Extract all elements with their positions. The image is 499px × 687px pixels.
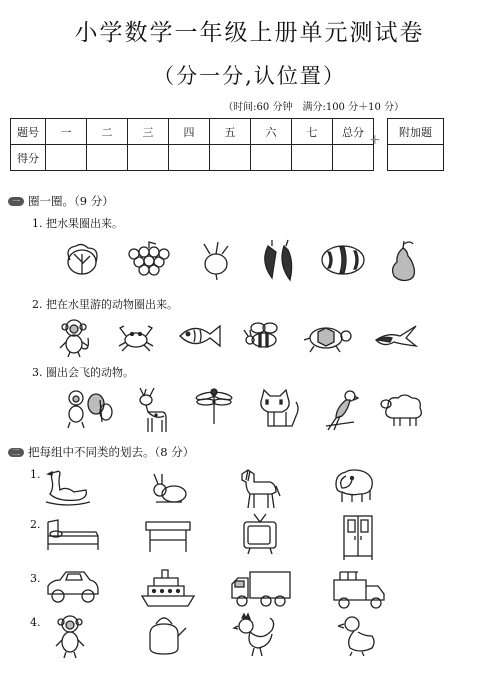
- swan-icon[interactable]: [44, 466, 90, 506]
- truck-icon[interactable]: [230, 570, 292, 608]
- deer-icon[interactable]: [132, 386, 172, 434]
- score-col-6: 六: [251, 119, 292, 145]
- score-cell[interactable]: [46, 145, 87, 171]
- section-title: 把每组中不同类的划去。（8 分）: [28, 445, 195, 459]
- group-3-number: 3.: [30, 572, 41, 585]
- score-table-score-row: [11, 145, 374, 171]
- score-col-7: 七: [292, 119, 333, 145]
- score-cell[interactable]: [251, 145, 292, 171]
- score-col-3: 三: [128, 119, 169, 145]
- score-cell[interactable]: [169, 145, 210, 171]
- peppers-icon[interactable]: [256, 238, 302, 284]
- parrot-icon[interactable]: [324, 388, 362, 432]
- elephant-icon[interactable]: [332, 466, 378, 506]
- score-cell[interactable]: [128, 145, 169, 171]
- fish-icon[interactable]: [176, 318, 224, 354]
- score-col-total: 总分: [333, 119, 374, 145]
- section-1-heading: [8, 193, 114, 209]
- score-col-1: 一: [46, 119, 87, 145]
- dragonfly-icon[interactable]: [192, 386, 236, 426]
- bonus-table: [387, 118, 444, 171]
- group-1-number: 1.: [30, 468, 41, 481]
- duck-icon[interactable]: [338, 612, 378, 658]
- score-table: [10, 118, 374, 171]
- plus-sign: +: [369, 132, 381, 148]
- sheep-icon[interactable]: [378, 390, 428, 428]
- rabbit-icon[interactable]: [148, 472, 190, 506]
- monkey-icon[interactable]: [56, 316, 94, 358]
- page-subtitle: （分一分,认位置）: [153, 64, 346, 88]
- radish-icon[interactable]: [196, 240, 236, 282]
- ship-icon[interactable]: [140, 566, 196, 608]
- score-col-5: 五: [210, 119, 251, 145]
- car-icon[interactable]: [44, 568, 100, 608]
- watermelon-icon[interactable]: [318, 242, 368, 278]
- bonus-label: 附加题: [388, 119, 444, 145]
- kettle-icon[interactable]: [140, 612, 188, 656]
- group-2-number: 2.: [30, 518, 41, 531]
- score-cell[interactable]: [292, 145, 333, 171]
- turtle-icon[interactable]: [300, 320, 352, 354]
- section-title: 圈一圈。（9 分）: [28, 194, 114, 208]
- section-2-heading: [8, 444, 194, 460]
- exam-meta: （时间:60 分钟 满分:100 分＋10 分）: [223, 102, 404, 113]
- horse-icon[interactable]: [236, 466, 282, 510]
- score-table-header-row: [11, 119, 374, 145]
- bee-icon[interactable]: [242, 318, 284, 356]
- cat-icon[interactable]: [256, 388, 302, 430]
- butterfly-monkey-icon[interactable]: [62, 386, 114, 430]
- score-cell[interactable]: [87, 145, 128, 171]
- monkey-icon[interactable]: [52, 612, 92, 660]
- lorry-icon[interactable]: [332, 568, 388, 610]
- score-cell[interactable]: [333, 145, 374, 171]
- swallow-icon[interactable]: [370, 318, 420, 352]
- bed-icon[interactable]: [44, 516, 102, 554]
- question-1-2: 2. 把在水里游的动物圈出来。: [32, 298, 178, 311]
- score-col-4: 四: [169, 119, 210, 145]
- score-cell[interactable]: [210, 145, 251, 171]
- cabbage-icon[interactable]: [62, 240, 106, 280]
- pear-icon[interactable]: [386, 238, 420, 284]
- group-4-number: 4.: [30, 616, 41, 629]
- section-badge: 二: [8, 448, 24, 457]
- page-title: 小学数学一年级上册单元测试卷: [74, 20, 425, 46]
- crab-icon[interactable]: [116, 320, 156, 354]
- question-1-3: 3. 圈出会飞的动物。: [32, 366, 134, 379]
- tv-icon[interactable]: [240, 512, 280, 558]
- rooster-icon[interactable]: [232, 612, 278, 658]
- section-badge: 一: [8, 197, 24, 206]
- question-1-1: 1. 把水果圈出来。: [32, 217, 123, 230]
- score-row-label: 得分: [11, 145, 46, 171]
- score-col-2: 二: [87, 119, 128, 145]
- wardrobe-icon[interactable]: [338, 514, 376, 560]
- score-row-label: 题号: [11, 119, 46, 145]
- bonus-score-cell[interactable]: [388, 145, 444, 171]
- table-icon[interactable]: [142, 516, 194, 554]
- grapes-icon[interactable]: [124, 240, 174, 280]
